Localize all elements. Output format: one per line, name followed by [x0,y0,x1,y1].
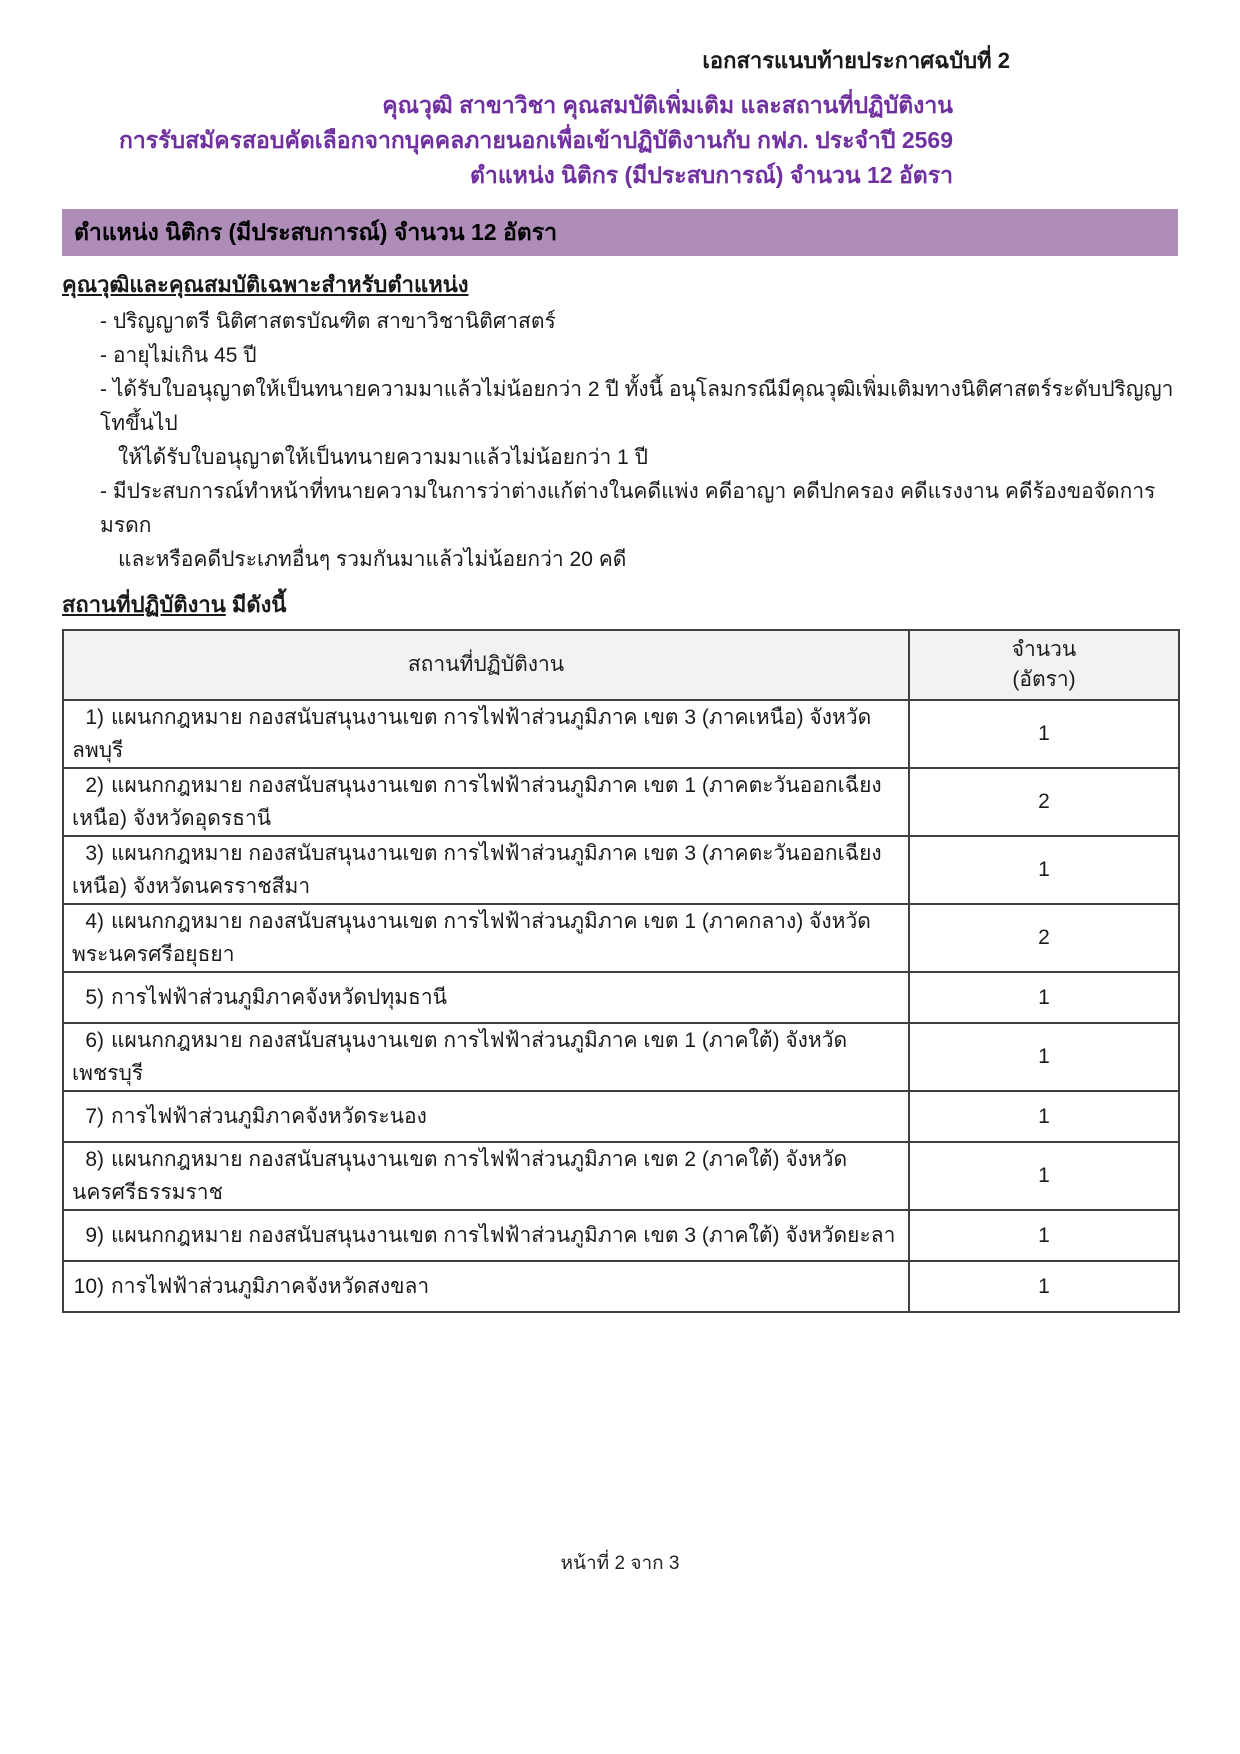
table-row [63,1210,1179,1261]
row-count: 1 [909,972,1179,1023]
qualification-item [62,339,1178,373]
row-number: 2) [85,774,104,797]
qualification-item [62,441,1178,475]
table-row [63,904,1179,972]
table-row [63,1142,1179,1210]
row-count: 1 [909,1142,1179,1210]
row-number: 6) [85,1029,104,1052]
row-location: แผนกกฎหมาย กองสนับสนุนงานเขต การไฟฟ้าส่วนภูมิภาค เขต 3 (ภาคใต้) จังหวัดยะลา [111,1224,896,1247]
row-location: การไฟฟ้าส่วนภูมิภาคจังหวัดระนอง [111,1105,427,1128]
table-row [63,1091,1179,1142]
row-count: 2 [909,768,1179,836]
table-header-row [63,630,1179,700]
locations-table [62,629,1180,1313]
table-row [63,972,1179,1023]
locations-heading-suffix: มีดังนี้ [225,592,287,617]
row-location: แผนกกฎหมาย กองสนับสนุนงานเขต การไฟฟ้าส่วนภูมิภาค เขต 1 (ภาคใต้) จังหวัดเพชรบุรี [72,1029,848,1085]
row-number: 7) [85,1105,104,1128]
row-number: 1) [85,706,104,729]
table-row [63,1023,1179,1091]
qualification-item-text: - ปริญญาตรี นิติศาสตรบัณฑิต สาขาวิชานิติศาสตร์ [100,310,556,333]
row-location: แผนกกฎหมาย กองสนับสนุนงานเขต การไฟฟ้าส่วนภูมิภาค เขต 3 (ภาคตะวันออกเฉียงเหนือ) จังหวัดนครราชสีมา [72,842,882,898]
qualification-item-text: - มีประสบการณ์ทำหน้าที่ทนายความในการว่าต่างแก้ต่างในคดีแพ่ง คดีอาญา คดีปกครอง คดีแรงงาน คดีร้องขอจัดการมรดก [100,480,1156,537]
row-location: แผนกกฎหมาย กองสนับสนุนงานเขต การไฟฟ้าส่วนภูมิภาค เขต 1 (ภาคกลาง) จังหวัดพระนครศรีอยุธยา [72,910,871,966]
row-count: 1 [909,700,1179,768]
column-header-count [909,630,1179,700]
count-header-line2: (อัตรา) [1012,668,1076,691]
table-row [63,1261,1179,1312]
locations-section [62,589,1178,621]
row-count: 1 [909,1091,1179,1142]
row-count: 1 [909,1023,1179,1091]
table-row [63,700,1179,768]
row-number: 8) [85,1148,104,1171]
row-location: แผนกกฎหมาย กองสนับสนุนงานเขต การไฟฟ้าส่วนภูมิภาค เขต 2 (ภาคใต้) จังหวัดนครศรีธรรมราช [72,1148,848,1204]
position-banner: ตำแหน่ง นิติกร (มีประสบการณ์) จำนวน 12 อัตรา [62,209,1178,256]
qualification-item-text: ให้ได้รับใบอนุญาตให้เป็นทนายความมาแล้วไม่น้อยกว่า 1 ปี [118,446,648,469]
row-number: 5) [85,986,104,1009]
intro-line-3: ตำแหน่ง นิติกร (มีประสบการณ์) จำนวน 12 อัตรา [470,162,953,188]
qualification-item [62,543,1178,577]
count-header-line1: จำนวน [1011,638,1077,661]
qualification-item-text: และหรือคดีประเภทอื่นๆ รวมกันมาแล้วไม่น้อยกว่า 20 คดี [118,548,627,571]
doc-ref-label: เอกสารแนบท้ายประกาศฉบับที่ 2 [702,48,1010,73]
row-count: 1 [909,836,1179,904]
intro-line-1: คุณวุฒิ สาขาวิชา คุณสมบัติเพิ่มเติม และสถานที่ปฏิบัติงาน [382,92,953,118]
intro-line-2: การรับสมัครสอบคัดเลือกจากบุคคลภายนอกเพื่อเข้าปฏิบัติงานกับ กฟภ. ประจำปี 2569 [118,127,953,153]
intro-block [62,88,1178,193]
qualification-item-text: - ได้รับใบอนุญาตให้เป็นทนายความมาแล้วไม่น้อยกว่า 2 ปี ทั้งนี้ อนุโลมกรณีมีคุณวุฒิเพิ่มเติมทางนิติศาสตร์ระดับปริญญาโทขึ้นไป [100,378,1174,435]
qualifications-heading: คุณวุฒิและคุณสมบัติเฉพาะสำหรับตำแหน่ง [62,272,469,297]
column-header-location: สถานที่ปฏิบัติงาน [63,630,909,700]
row-count: 1 [909,1210,1179,1261]
row-number: 4) [85,910,104,933]
row-number: 10) [73,1275,104,1298]
row-number: 9) [85,1224,104,1247]
row-count: 2 [909,904,1179,972]
row-location: การไฟฟ้าส่วนภูมิภาคจังหวัดปทุมธานี [111,986,448,1009]
page-number: หน้าที่ 2 จาก 3 [560,1553,680,1574]
qualification-item [62,373,1178,441]
locations-heading: สถานที่ปฏิบัติงาน [62,592,226,617]
row-number: 3) [85,842,104,865]
row-count: 1 [909,1261,1179,1312]
qualification-item [62,305,1178,339]
qualification-item [62,475,1178,543]
qualification-item-text: - อายุไม่เกิน 45 ปี [100,344,257,367]
row-location: แผนกกฎหมาย กองสนับสนุนงานเขต การไฟฟ้าส่วนภูมิภาค เขต 1 (ภาคตะวันออกเฉียงเหนือ) จังหวัดอุดรธานี [72,774,882,830]
row-location: แผนกกฎหมาย กองสนับสนุนงานเขต การไฟฟ้าส่วนภูมิภาค เขต 3 (ภาคเหนือ) จังหวัดลพบุรี [72,706,872,762]
locations-table-body [63,700,1179,1312]
table-row [63,768,1179,836]
row-location: การไฟฟ้าส่วนภูมิภาคจังหวัดสงขลา [111,1275,430,1298]
table-row [63,836,1179,904]
qualification-list [62,305,1178,577]
qualifications-section [62,269,1178,301]
